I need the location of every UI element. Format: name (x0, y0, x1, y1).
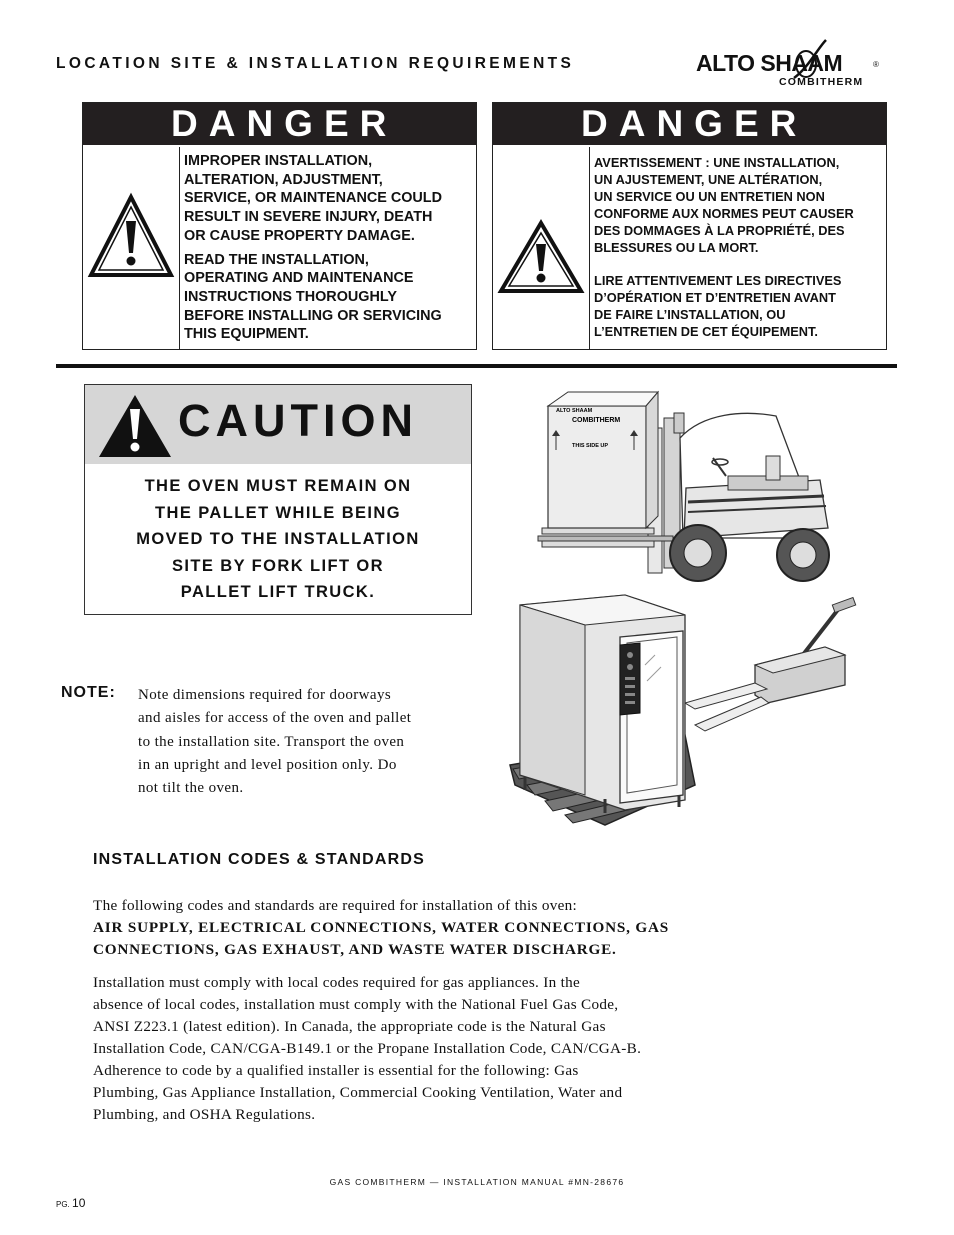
danger-line: AVERTISSEMENT : UNE INSTALLATION, (594, 155, 840, 170)
codes-section-title: INSTALLATION CODES & STANDARDS (93, 851, 425, 868)
danger-icon-cell (493, 147, 590, 349)
page-number-value: 10 (72, 1196, 86, 1210)
codes-line: Installation must comply with local codes required for gas appliances. In the (93, 974, 581, 991)
codes-intro: The following codes and standards are required for installation of this oven: (93, 897, 578, 914)
box-label-text: THIS SIDE UP (572, 443, 609, 449)
box-sub-text: COMBITHERM (572, 417, 621, 424)
danger-line: BLESSURES OU LA MORT. (594, 239, 759, 255)
danger-icon-cell (83, 147, 180, 349)
codes-line: ANSI Z223.1 (latest edition). In Canada, the appropriate code is the Natural Gas (93, 1018, 606, 1035)
alto-shaam-logo (696, 38, 886, 94)
danger-text-english (184, 152, 442, 344)
caution-line: THE PALLET WHILE BEING (155, 503, 401, 522)
danger-line: DES DOMMAGES À LA PROPRIÉTÉ, DES (594, 222, 845, 238)
oven-pallet-jack-illustration (505, 585, 865, 845)
caution-line: SITE BY FORK LIFT OR (172, 556, 384, 575)
danger-line: RESULT IN SEVERE INJURY, DEATH (184, 209, 433, 226)
danger-heading: DANGER (83, 103, 476, 145)
danger-line: INSTRUCTIONS THOROUGHLY (184, 288, 397, 305)
danger-line: ALTERATION, ADJUSTMENT, (184, 171, 383, 188)
note-line: in an upright and level position only. Do (138, 756, 397, 773)
danger-box-english (82, 102, 477, 350)
caution-message (85, 473, 471, 606)
danger-line: BEFORE INSTALLING OR SERVICING (184, 307, 442, 324)
danger-line: OPERATING AND MAINTENANCE (184, 270, 414, 287)
caution-header (85, 385, 471, 464)
danger-line: UN SERVICE OU UN ENTRETIEN NON (594, 188, 825, 204)
note-line: Note dimensions required for doorways (138, 687, 392, 703)
danger-line: D’OPÉRATION ET D’ENTRETIEN AVANT (594, 290, 836, 306)
danger-line: SERVICE, OR MAINTENANCE COULD (184, 190, 442, 207)
section-header-title: LOCATION SITE & INSTALLATION REQUIREMENTS (56, 55, 575, 72)
danger-line: OR CAUSE PROPERTY DAMAGE. (184, 227, 415, 244)
caution-heading: CAUTION (178, 395, 418, 446)
caution-line: MOVED TO THE INSTALLATION (136, 530, 420, 548)
danger-box-french (492, 102, 887, 350)
codes-line: Plumbing, and OSHA Regulations. (93, 1106, 316, 1123)
danger-line: CONFORME AUX NORMES PEUT CAUSER (594, 205, 854, 221)
danger-line: THIS EQUIPMENT. (184, 326, 309, 343)
note-label: NOTE: (61, 684, 116, 701)
note-line: and aisles for access of the oven and pallet (138, 710, 412, 727)
codes-compliance-paragraph (93, 972, 783, 1126)
logo-registered-mark: ® (873, 60, 879, 69)
caution-line: PALLET LIFT TRUCK. (180, 583, 376, 601)
danger-line: IMPROPER INSTALLATION, (184, 153, 373, 169)
page-label: PG. (56, 1200, 70, 1209)
warning-triangle-icon (95, 391, 175, 461)
codes-line: Adherence to code by a qualified installer is essential for the following: Gas (93, 1062, 579, 1079)
box-brand-text: ALTO SHAAM (556, 408, 593, 414)
codes-intro-paragraph (93, 895, 783, 961)
page-number (56, 1196, 85, 1210)
note-line: not tilt the oven. (138, 780, 244, 797)
danger-line: DE FAIRE L’INSTALLATION, OU (594, 307, 786, 323)
danger-heading: DANGER (493, 103, 886, 145)
danger-line: LIRE ATTENTIVEMENT LES DIRECTIVES (594, 273, 842, 289)
codes-requirements-line: AIR SUPPLY, ELECTRICAL CONNECTIONS, WATER CONNECTIONS, GAS (93, 919, 669, 936)
codes-line: Installation Code, CAN/CGA-B149.1 or the Propane Installation Code, CAN/CGA-B. (93, 1040, 642, 1057)
caution-line: THE OVEN MUST REMAIN ON (144, 477, 412, 495)
note-line: to the installation site. Transport the oven (138, 733, 405, 750)
codes-line: absence of local codes, installation must comply with the National Fuel Gas Code, (93, 996, 619, 1013)
danger-line: UN AJUSTEMENT, UNE ALTÉRATION, (594, 171, 823, 187)
codes-requirements-line: CONNECTIONS, GAS EXHAUST, AND WASTE WATER DISCHARGE. (93, 941, 617, 958)
warning-triangle-icon (83, 147, 179, 347)
note-text (138, 684, 478, 800)
forklift-illustration (528, 388, 838, 588)
warning-triangle-icon (493, 147, 589, 347)
danger-line: READ THE INSTALLATION, (184, 251, 369, 268)
logo-subtitle: COMBITHERM (779, 76, 864, 88)
page-footer: GAS COMBITHERM — INSTALLATION MANUAL #MN-28676 (329, 1177, 625, 1187)
caution-box (84, 384, 472, 615)
danger-text-french (594, 155, 854, 341)
codes-line: Plumbing, Gas Appliance Installation, Commercial Cooking Ventilation, Water and (93, 1084, 623, 1101)
logo-wordmark: ALTO SHAAM (696, 50, 843, 76)
section-divider (56, 364, 897, 368)
danger-line: L’ENTRETIEN DE CET ÉQUIPEMENT. (594, 324, 818, 340)
